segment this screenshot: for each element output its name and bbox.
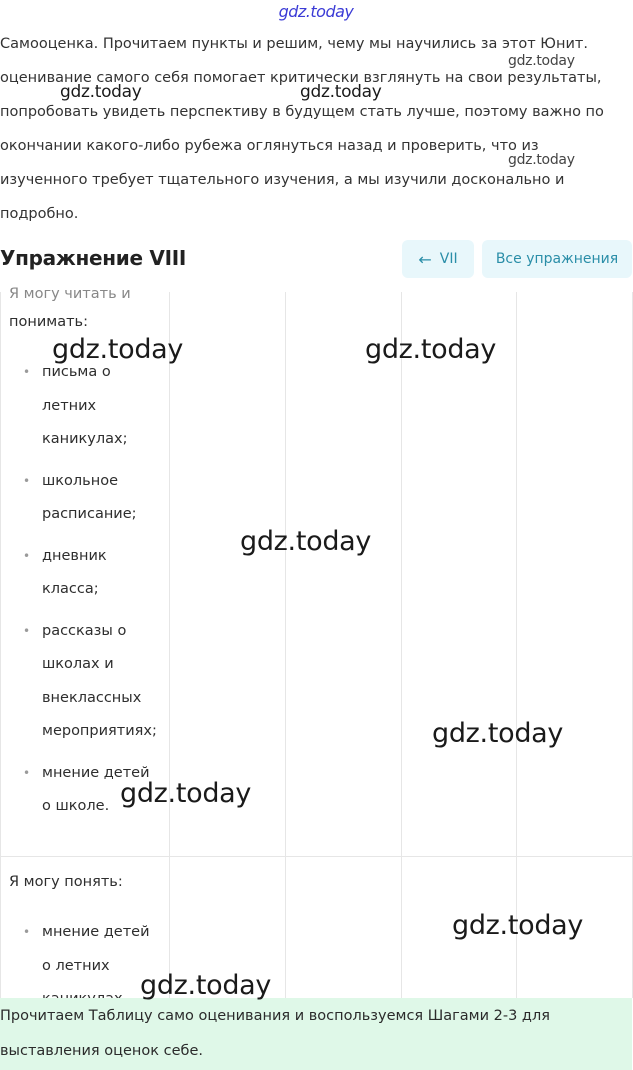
intro-line: Самооценка. Прочитаем пункты и решим, чему мы научились за этот Юнит. [0, 36, 588, 52]
list-item: • рассказы о школах и внеклассных мероприятиях; [23, 615, 157, 749]
watermark: gdz.today [240, 526, 372, 557]
intro-line: окончании какого-либо рубежа оглянуться назад и проверить, что из [0, 138, 539, 154]
watermark: gdz.today [140, 970, 272, 1001]
list-item: • школьное расписание; [23, 465, 157, 532]
watermark: gdz.today [120, 778, 252, 809]
watermark: gdz.today [452, 910, 584, 941]
table-column-divider [401, 292, 402, 998]
list-item: • мнение детей о школе. [23, 757, 157, 824]
prev-exercise-button[interactable] [402, 240, 474, 278]
watermark: gdz.today [508, 152, 575, 168]
row1-list [23, 356, 157, 832]
watermark: gdz.today [60, 82, 142, 102]
bottom-line: выставления оценок себе. [0, 1043, 204, 1059]
list-item: • дневник класса; [23, 540, 157, 607]
table-row-divider [1, 856, 633, 857]
arrow-left-icon: ← [418, 249, 432, 269]
table-cut-text: Я могу читать и [9, 286, 131, 302]
exercise-header [0, 240, 632, 280]
table-column-divider [285, 292, 286, 998]
list-item: • мнение детей о летних [23, 916, 150, 1017]
watermark: gdz.today [300, 82, 382, 102]
prev-exercise-label: VII [439, 251, 458, 267]
intro-line: попробовать увидеть перспективу в будущем стать лучше, поэтому важно по [0, 104, 604, 120]
self-assessment-table [0, 286, 632, 998]
watermark: gdz.today [432, 718, 564, 749]
watermark: gdz.today [508, 53, 575, 69]
table-column-divider [516, 292, 517, 998]
all-exercises-button[interactable] [482, 240, 632, 278]
table-column-divider [169, 292, 170, 998]
watermark: gdz.today [52, 334, 184, 365]
bottom-answer-box [0, 998, 632, 1070]
exercise-title: Упражнение VIII [0, 246, 186, 270]
site-logo[interactable]: gdz.today [278, 2, 354, 21]
bottom-line: Прочитаем Таблицу само оценивания и воспользуемся Шагами 2-3 для [0, 1008, 550, 1024]
list-item: • письма о летних каникулах; [23, 356, 157, 457]
row2-heading: Я могу понять: [9, 874, 123, 890]
intro-line: подробно. [0, 206, 79, 222]
row1-heading: понимать: [9, 314, 88, 330]
intro-line: изученного требует тщательного изучения, а мы изучили досконально и [0, 172, 565, 188]
all-exercises-label: Все упражнения [495, 251, 619, 267]
watermark: gdz.today [365, 334, 497, 365]
intro-line: оценивание самого себя помогает критически взглянуть на свои результаты, [0, 70, 602, 86]
